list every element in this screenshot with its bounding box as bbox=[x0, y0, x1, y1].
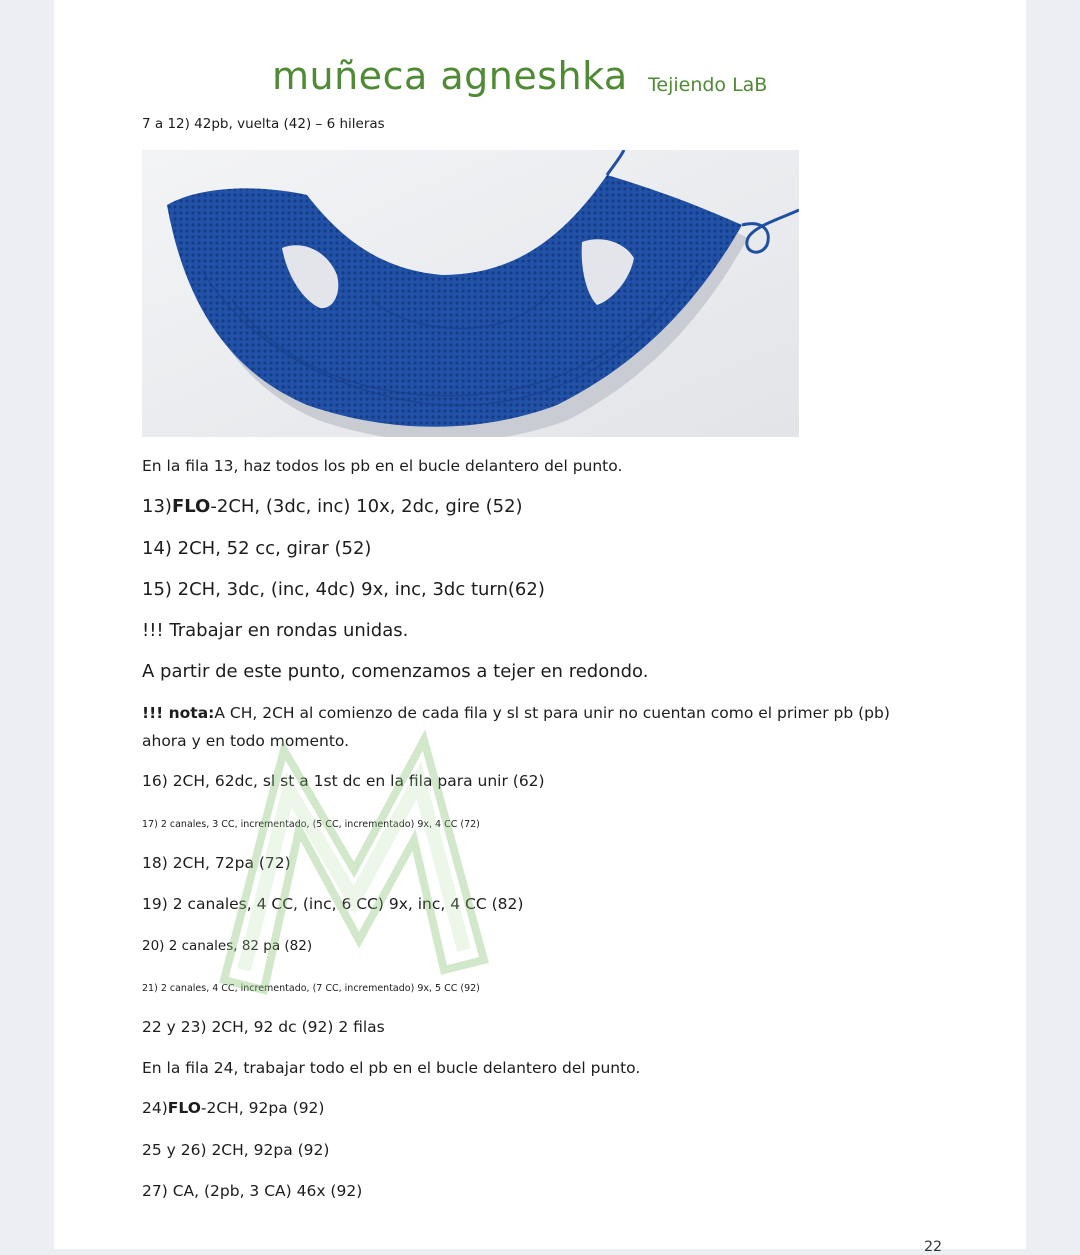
row24-note: En la fila 24, trabajar todo el pb en el bucle delantero del punto. bbox=[142, 1059, 641, 1077]
row13-number: 13) bbox=[142, 496, 172, 517]
page-number: 22 bbox=[924, 1239, 942, 1255]
rounds-note: !!! Trabajar en rondas unidas. bbox=[142, 620, 409, 641]
row13-text: -2CH, (3dc, inc) 10x, 2dc, gire (52) bbox=[210, 496, 523, 517]
round-start-note: A partir de este punto, comenzamos a tejer en redondo. bbox=[142, 661, 649, 682]
row20: 20) 2 canales, 82 pa (82) bbox=[142, 938, 313, 954]
crochet-photo bbox=[142, 150, 799, 437]
row24 bbox=[142, 1099, 324, 1117]
row24-text: -2CH, 92pa (92) bbox=[200, 1099, 325, 1117]
row13-flo: FLO bbox=[171, 496, 211, 517]
row19: 19) 2 canales, 4 CC, (inc, 6 CC) 9x, inc, 4 CC (82) bbox=[142, 895, 524, 913]
document-title: muñeca agneshka bbox=[272, 54, 628, 98]
row18: 18) 2CH, 72pa (72) bbox=[142, 854, 291, 872]
row21: 21) 2 canales, 4 CC, incrementado, (7 CC, incrementado) 9x, 5 CC (92) bbox=[142, 983, 480, 994]
row13-note: En la fila 13, haz todos los pb en el bucle delantero del punto. bbox=[142, 457, 623, 475]
row24-number: 24) bbox=[142, 1099, 168, 1117]
nota-text: A CH, 2CH al comienzo de cada fila y sl st para unir no cuentan como el primer pb (pb) ahora y en todo momento. bbox=[142, 704, 890, 750]
document-page bbox=[54, 0, 1026, 1255]
row24-flo: FLO bbox=[167, 1099, 201, 1117]
row16: 16) 2CH, 62dc, sl st a 1st dc en la fila para unir (62) bbox=[142, 772, 545, 790]
row27: 27) CA, (2pb, 3 CA) 46x (92) bbox=[142, 1182, 363, 1200]
brand-name: Tejiendo LaB bbox=[648, 74, 768, 96]
nota-label: !!! nota: bbox=[142, 704, 215, 722]
row25-26: 25 y 26) 2CH, 92pa (92) bbox=[142, 1141, 330, 1159]
letter-m-watermark-icon bbox=[204, 720, 504, 1020]
row13 bbox=[142, 496, 523, 517]
row22-23: 22 y 23) 2CH, 92 dc (92) 2 filas bbox=[142, 1018, 385, 1036]
blue-crochet-icon bbox=[142, 150, 799, 437]
row17: 17) 2 canales, 3 CC, incrementado, (5 CC, incrementado) 9x, 4 CC (72) bbox=[142, 819, 480, 830]
intro-line: 7 a 12) 42pb, vuelta (42) – 6 hileras bbox=[142, 116, 385, 132]
row15: 15) 2CH, 3dc, (inc, 4dc) 9x, inc, 3dc turn(62) bbox=[142, 579, 545, 600]
row14: 14) 2CH, 52 cc, girar (52) bbox=[142, 538, 372, 559]
